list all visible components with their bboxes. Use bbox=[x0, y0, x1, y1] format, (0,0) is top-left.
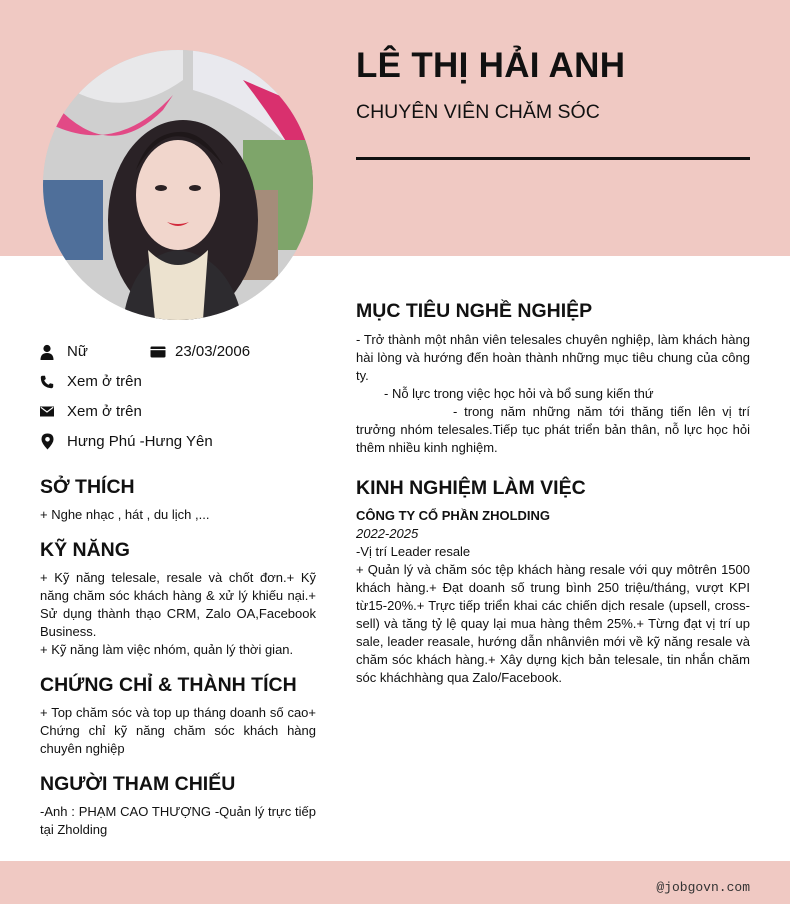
experience-block bbox=[356, 507, 750, 687]
experience-position: -Vị trí Leader resale bbox=[356, 544, 471, 559]
experience-company: CÔNG TY CỔ PHẦN ZHOLDING bbox=[356, 508, 551, 523]
calendar-icon bbox=[150, 345, 166, 359]
profile-photo bbox=[43, 50, 313, 320]
references-text: -Anh : PHẠM CAO THƯỢNG -Quản lý trực tiếp tại Zholding bbox=[40, 804, 316, 837]
experience-heading: KINH NGHIỆM LÀM VIỆC bbox=[356, 477, 586, 499]
skills-text bbox=[40, 569, 316, 659]
objective-p2: - Nỗ lực trong việc học hỏi và bổ sung kiến thứ bbox=[384, 386, 654, 401]
objective-p3: - trong năm những năm tới thăng tiến lên vị trí trưởng nhóm telesales.Tiếp tục phát triển bản thân, nỗ lực học hỏi thêm nhiều kinh nghiệm. bbox=[356, 404, 750, 455]
experience-details: + Quản lý và chăm sóc tệp khách hàng resale với quy môtrên 1500 khách hàng.+ Đạt doanh số trung bình 250 triệu/tháng, vượt KPI từ15-20%.+ Trực tiếp triển khai các chiến dịch resale (upsell, cross-sell) và tăng tỷ lệ quay lại mua hàng thêm 25%.+ Từng đạt vị trí up sale, leader reasale, hướng dẫn nhânviên mới về kỹ năng resale và chăm sóc khách hàng.+ Xây dựng kịch bản telesale, tin nhắn chăm sóc kháchhàng qua Zalo/Facebook. bbox=[356, 562, 750, 685]
skills-text-1: + Kỹ năng telesale, resale và chốt đơn.+ Kỹ năng chăm sóc khách hàng & xử lý khiếu nại.+ Sử dụng thành thạo CRM, Zalo OA,Facebook Business. bbox=[40, 570, 316, 639]
info-phone bbox=[40, 373, 142, 390]
mail-icon bbox=[40, 405, 54, 419]
experience-period: 2022-2025 bbox=[356, 526, 419, 541]
dob-value: 23/03/2006 bbox=[175, 343, 251, 360]
location-pin-icon bbox=[40, 435, 54, 449]
profile-photo-image bbox=[43, 50, 313, 320]
objective-p1: - Trở thành một nhân viên telesales chuyên nghiệp, làm khách hàng hài lòng và hướng đến hoàn thành những mục tiêu chung của công ty. bbox=[356, 332, 750, 383]
skills-text-2: + Kỹ năng làm việc nhóm, quản lý thời gian. bbox=[40, 642, 294, 657]
hobbies-text: + Nghe nhạc , hát , du lịch ,... bbox=[40, 507, 210, 522]
certificates-heading: CHỨNG CHỈ & THÀNH TÍCH bbox=[40, 674, 297, 696]
skills-heading: KỸ NĂNG bbox=[40, 539, 130, 561]
info-gender bbox=[40, 343, 88, 360]
certificates-text: + Top chăm sóc và top up tháng doanh số cao+ Chứng chỉ kỹ năng chăm sóc khách hàng chuyên nghiệp bbox=[40, 705, 316, 756]
objective-text bbox=[356, 331, 750, 457]
phone-icon bbox=[40, 375, 54, 389]
address-value: Hưng Phú -Hưng Yên bbox=[67, 433, 213, 450]
phone-value: Xem ở trên bbox=[67, 373, 142, 390]
candidate-role: CHUYÊN VIÊN CHĂM SÓC bbox=[356, 101, 600, 123]
candidate-name: LÊ THỊ HẢI ANH bbox=[356, 46, 626, 85]
hobbies-heading: SỞ THÍCH bbox=[40, 476, 135, 498]
gender-value: Nữ bbox=[67, 343, 88, 360]
header-divider bbox=[356, 157, 750, 160]
objective-heading: MỤC TIÊU NGHỀ NGHIỆP bbox=[356, 300, 593, 322]
person-icon bbox=[40, 345, 54, 359]
info-dob bbox=[150, 343, 250, 360]
email-value: Xem ở trên bbox=[67, 403, 142, 420]
info-address bbox=[40, 433, 213, 450]
info-email bbox=[40, 403, 142, 420]
references-heading: NGƯỜI THAM CHIẾU bbox=[40, 773, 236, 795]
footer-watermark: @jobgovn.com bbox=[656, 880, 750, 895]
